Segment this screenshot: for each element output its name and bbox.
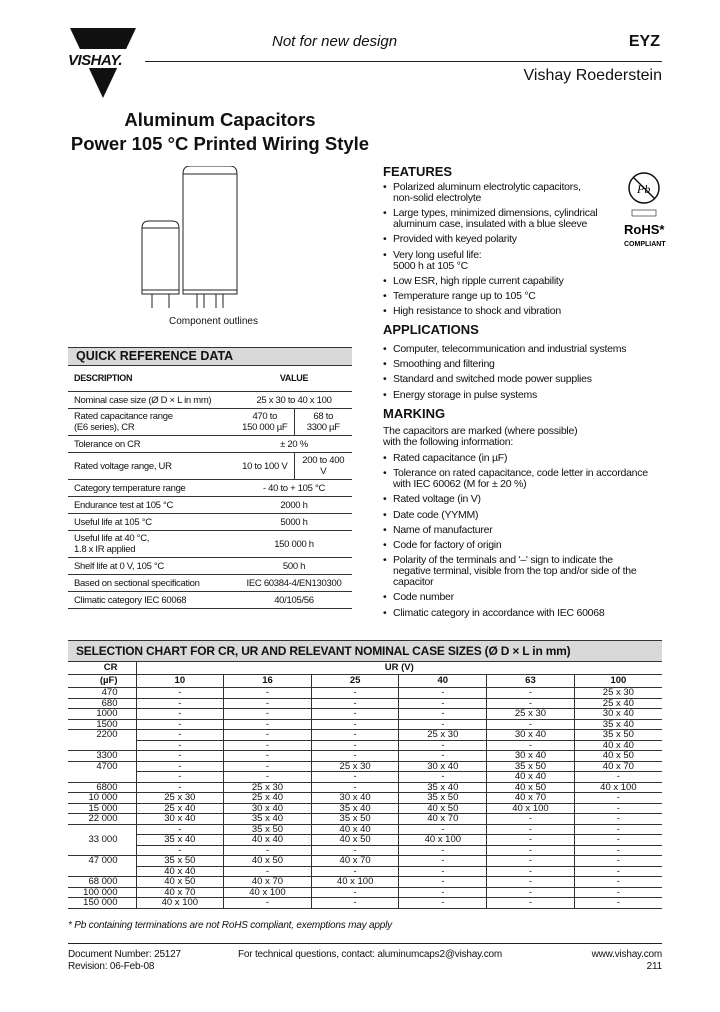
case-size-cell: - — [574, 898, 662, 909]
case-size-cell: - — [311, 887, 399, 898]
case-size-cell: - — [136, 688, 224, 699]
case-size-cell: 40 x 100 — [574, 782, 662, 793]
capacitance-value: 10 000 — [68, 793, 136, 804]
rohs-compliant-icon — [622, 168, 668, 248]
quick-ref-desc: Useful life at 105 °C — [68, 514, 236, 531]
case-size-cell: - — [399, 824, 487, 835]
capacitance-value: 15 000 — [68, 803, 136, 814]
case-size-cell: - — [311, 688, 399, 699]
case-size-cell: 40 x 70 — [224, 877, 312, 888]
case-size-cell: - — [224, 772, 312, 783]
status-note: Not for new design — [272, 33, 398, 50]
case-size-cell: 35 x 40 — [311, 803, 399, 814]
application-item: • Energy storage in pulse systems — [383, 390, 673, 401]
case-size-cell: - — [574, 772, 662, 783]
application-item: • Computer, telecommunication and industrial systems — [383, 344, 673, 355]
quick-ref-value: 500 h — [236, 558, 352, 575]
quick-ref-desc: Rated capacitance range (E6 series), CR — [68, 409, 236, 436]
case-size-cell: - — [136, 730, 224, 741]
quick-ref-desc: Shelf life at 0 V, 105 °C — [68, 558, 236, 575]
cr-unit: (µF) — [68, 675, 136, 688]
case-size-cell: 40 x 100 — [136, 898, 224, 909]
chart-row — [68, 793, 662, 804]
chart-row — [68, 887, 662, 898]
case-size-cell: 30 x 40 — [487, 730, 575, 741]
capacitance-value — [68, 845, 136, 856]
revision: Revision: 06-Feb-08 — [68, 961, 155, 972]
marking-item: • Polarity of the terminals and '–' sign to indicate the negative terminal, visible from the top and/or side of the capacitor — [383, 555, 673, 588]
marking-item: • Rated voltage (in V) — [383, 494, 673, 505]
chart-row — [68, 709, 662, 720]
case-size-cell: - — [399, 688, 487, 699]
chart-row — [68, 751, 662, 762]
applications-heading: APPLICATIONS — [383, 322, 479, 337]
brand-name: Vishay Roederstein — [523, 67, 662, 84]
case-size-cell: - — [136, 740, 224, 751]
capacitance-value — [68, 740, 136, 751]
case-size-cell: - — [224, 751, 312, 762]
feature-item: • Low ESR, high ripple current capability — [383, 276, 643, 287]
page-title — [60, 108, 380, 156]
quick-ref-title-row — [68, 348, 352, 366]
capacitance-value: 100 000 — [68, 887, 136, 898]
ur-head: UR (V) — [136, 662, 662, 675]
case-size-cell: 30 x 40 — [224, 803, 312, 814]
case-size-cell: - — [487, 856, 575, 867]
rohs-label: RoHS* — [624, 222, 665, 237]
case-size-cell: 40 x 70 — [136, 887, 224, 898]
case-size-cell: - — [311, 866, 399, 877]
case-size-cell: - — [136, 772, 224, 783]
case-size-cell: 40 x 40 — [311, 824, 399, 835]
case-size-cell: - — [399, 898, 487, 909]
quick-ref-desc: Endurance test at 105 °C — [68, 497, 236, 514]
case-size-cell: - — [574, 793, 662, 804]
selection-chart-table — [68, 662, 662, 909]
header-divider — [145, 61, 662, 62]
case-size-cell: - — [399, 740, 487, 751]
capacitance-value: 680 — [68, 698, 136, 709]
case-size-cell: - — [224, 866, 312, 877]
case-size-cell: - — [224, 719, 312, 730]
case-size-cell: - — [487, 877, 575, 888]
case-size-cell: 25 x 40 — [574, 698, 662, 709]
quick-ref-value-high-voltage: 200 to 400 V — [294, 453, 352, 480]
chart-row — [68, 688, 662, 699]
case-size-cell: 40 x 70 — [487, 793, 575, 804]
case-size-cell: - — [224, 730, 312, 741]
quick-ref-value-high-voltage: 68 to 3300 µF — [294, 409, 352, 436]
case-size-cell: - — [224, 845, 312, 856]
case-size-cell: - — [224, 898, 312, 909]
case-size-cell: - — [224, 761, 312, 772]
case-size-cell: - — [487, 835, 575, 846]
voltage-40: 40 — [399, 675, 487, 688]
title-line-1: Aluminum Capacitors — [124, 109, 316, 130]
case-size-cell: 25 x 30 — [224, 782, 312, 793]
chart-row — [68, 740, 662, 751]
quick-ref-title: QUICK REFERENCE DATA — [68, 348, 352, 366]
figure-caption: Component outlines — [169, 316, 258, 327]
chart-row — [68, 814, 662, 825]
case-size-cell: 40 x 40 — [574, 740, 662, 751]
case-size-cell: 25 x 30 — [311, 761, 399, 772]
case-size-cell: 35 x 40 — [136, 835, 224, 846]
case-size-cell: 30 x 40 — [311, 793, 399, 804]
chart-row — [68, 772, 662, 783]
feature-item: • Temperature range up to 105 °C — [383, 291, 643, 302]
case-size-cell: - — [136, 845, 224, 856]
rohs-sub: COMPLIANT — [624, 241, 666, 248]
title-line-2: Power 105 °C Printed Wiring Style — [70, 133, 370, 154]
quick-ref-desc: Based on sectional specification — [68, 575, 236, 592]
case-size-cell: 25 x 30 — [136, 793, 224, 804]
capacitance-value: 47 000 — [88, 855, 118, 867]
case-size-cell: - — [399, 877, 487, 888]
chart-row — [68, 782, 662, 793]
marking-item: • Rated capacitance (in µF) — [383, 453, 673, 464]
case-size-cell: 40 x 50 — [224, 856, 312, 867]
marking-intro: The capacitors are marked (where possible) with the following information: — [383, 425, 578, 448]
case-size-cell: - — [574, 887, 662, 898]
selection-chart-title — [68, 640, 662, 662]
cr-head: CR — [68, 662, 136, 675]
feature-item: • Very long useful life: 5000 h at 105 °C — [383, 250, 643, 272]
chart-row — [68, 730, 662, 741]
footer-right — [592, 949, 662, 973]
marking-item: • Code for factory of origin — [383, 540, 673, 551]
case-size-cell: - — [136, 698, 224, 709]
case-size-cell: 30 x 40 — [136, 814, 224, 825]
case-size-cell: - — [487, 898, 575, 909]
capacitance-value: 6800 — [68, 782, 136, 793]
case-size-cell: 40 x 50 — [136, 877, 224, 888]
footer-divider — [68, 943, 662, 944]
selection-chart-title-text: SELECTION CHART FOR CR, UR AND RELEVANT NOMINAL CASE SIZES (Ø D × L in mm) — [76, 644, 571, 658]
quick-ref-row — [68, 436, 352, 453]
case-size-cell: - — [311, 730, 399, 741]
case-size-cell: - — [399, 751, 487, 762]
case-size-cell: 40 x 70 — [311, 856, 399, 867]
quick-ref-value: 5000 h — [236, 514, 352, 531]
case-size-cell: - — [399, 719, 487, 730]
quick-ref-value: IEC 60384-4/EN130300 — [236, 575, 352, 592]
case-size-cell: - — [311, 709, 399, 720]
case-size-cell: - — [136, 709, 224, 720]
case-size-cell: - — [224, 709, 312, 720]
capacitance-value: 4700 — [96, 760, 118, 772]
case-size-cell: - — [311, 898, 399, 909]
quick-ref-row — [68, 592, 352, 609]
case-size-cell: 25 x 40 — [224, 793, 312, 804]
case-size-cell: 25 x 30 — [574, 688, 662, 699]
chart-row — [68, 719, 662, 730]
quick-ref-columns — [68, 366, 352, 392]
quick-ref-row — [68, 409, 352, 436]
chart-row — [68, 835, 662, 846]
case-size-cell: - — [574, 877, 662, 888]
chart-row — [68, 898, 662, 909]
quick-reference-table — [68, 347, 352, 609]
chart-head-row — [68, 662, 662, 675]
quick-ref-value: - 40 to + 105 °C — [236, 480, 352, 497]
voltage-25: 25 — [311, 675, 399, 688]
chart-row — [68, 698, 662, 709]
case-size-cell: - — [311, 772, 399, 783]
case-size-cell: - — [399, 845, 487, 856]
case-size-cell: - — [311, 845, 399, 856]
quick-ref-value: 40/105/56 — [236, 592, 352, 609]
case-size-cell: 35 x 50 — [399, 793, 487, 804]
quick-ref-row — [68, 531, 352, 558]
case-size-cell: - — [487, 824, 575, 835]
case-size-cell: - — [487, 719, 575, 730]
capacitance-value: 1500 — [68, 719, 136, 730]
quick-ref-value-low-voltage: 10 to 100 V — [236, 453, 294, 480]
footnote: * Pb containing terminations are not RoHS compliant, exemptions may apply — [68, 920, 392, 931]
case-size-cell: 30 x 40 — [574, 709, 662, 720]
website-link[interactable]: www.vishay.com — [591, 949, 662, 960]
marking-heading: MARKING — [383, 406, 446, 421]
quick-ref-desc: Useful life at 40 °C, 1.8 x IR applied — [68, 531, 236, 558]
case-size-cell: - — [311, 751, 399, 762]
case-size-cell: - — [311, 740, 399, 751]
quick-ref-value: 25 x 30 to 40 x 100 — [236, 392, 352, 409]
case-size-cell: - — [574, 835, 662, 846]
voltage-63: 63 — [487, 675, 575, 688]
case-size-cell: 40 x 50 — [574, 751, 662, 762]
case-size-cell: - — [136, 719, 224, 730]
chart-row — [68, 824, 662, 835]
technical-contact: For technical questions, contact: aluminumcaps2@vishay.com — [238, 949, 503, 960]
quick-ref-row — [68, 514, 352, 531]
quick-ref-desc: Climatic category IEC 60068 — [68, 592, 236, 609]
case-size-cell: 40 x 70 — [399, 814, 487, 825]
feature-item: • Large types, minimized dimensions, cylindrical aluminum case, insulated with a blue sleeve — [383, 208, 643, 230]
rohs-pb-text: Pb — [637, 182, 651, 196]
chart-row — [68, 845, 662, 856]
case-size-cell: - — [574, 814, 662, 825]
document-number: Document Number: 25127 — [68, 949, 181, 960]
case-size-cell: 35 x 40 — [399, 782, 487, 793]
case-size-cell: - — [574, 856, 662, 867]
case-size-cell: - — [487, 866, 575, 877]
quick-ref-desc: Rated voltage range, UR — [68, 453, 236, 480]
case-size-cell: - — [574, 803, 662, 814]
quick-ref-row — [68, 497, 352, 514]
case-size-cell: - — [311, 782, 399, 793]
quick-ref-row — [68, 392, 352, 409]
marking-item: • Code number — [383, 592, 673, 603]
case-size-cell: - — [311, 698, 399, 709]
page-number: 211 — [646, 961, 662, 972]
case-size-cell: - — [574, 845, 662, 856]
chart-voltage-row — [68, 675, 662, 688]
chart-row — [68, 761, 662, 772]
case-size-cell: 35 x 50 — [224, 824, 312, 835]
case-size-cell: 40 x 100 — [487, 803, 575, 814]
case-size-cell: - — [574, 866, 662, 877]
case-size-cell: - — [399, 866, 487, 877]
case-size-cell: 35 x 40 — [224, 814, 312, 825]
feature-item: • Provided with keyed polarity — [383, 234, 643, 245]
voltage-16: 16 — [224, 675, 312, 688]
case-size-cell: 35 x 50 — [136, 856, 224, 867]
quick-ref-desc: Nominal case size (Ø D × L in mm) — [68, 392, 236, 409]
case-size-cell: - — [487, 845, 575, 856]
chart-row — [68, 866, 662, 877]
case-size-cell: - — [487, 698, 575, 709]
case-size-cell: 25 x 40 — [136, 803, 224, 814]
capacitance-value: 22 000 — [68, 814, 136, 825]
case-size-cell: 35 x 50 — [487, 761, 575, 772]
case-size-cell: 40 x 40 — [224, 835, 312, 846]
quick-ref-value: ± 20 % — [236, 436, 352, 453]
case-size-cell: - — [311, 719, 399, 730]
case-size-cell: 40 x 100 — [311, 877, 399, 888]
capacitance-value — [68, 772, 136, 783]
case-size-cell: - — [487, 887, 575, 898]
capacitance-value: 470 — [68, 688, 136, 699]
case-size-cell: 40 x 100 — [224, 887, 312, 898]
col-value: VALUE — [236, 366, 352, 392]
quick-ref-row — [68, 480, 352, 497]
features-list — [383, 182, 643, 321]
marking-item: • Climatic category in accordance with IEC 60068 — [383, 608, 673, 619]
case-size-cell: 40 x 70 — [574, 761, 662, 772]
case-size-cell: - — [399, 772, 487, 783]
capacitance-value: 150 000 — [68, 898, 136, 909]
case-size-cell: - — [487, 740, 575, 751]
case-size-cell: 40 x 50 — [399, 803, 487, 814]
application-item: • Smoothing and filtering — [383, 359, 673, 370]
case-size-cell: 35 x 50 — [574, 730, 662, 741]
capacitance-value: 2200 — [96, 729, 118, 741]
case-size-cell: - — [487, 814, 575, 825]
case-size-cell: 30 x 40 — [487, 751, 575, 762]
component-outline-drawing — [140, 166, 240, 316]
marking-item: • Name of manufacturer — [383, 525, 673, 536]
case-size-cell: - — [224, 740, 312, 751]
quick-ref-value: 2000 h — [236, 497, 352, 514]
col-description: DESCRIPTION — [68, 366, 236, 392]
capacitance-value: 1000 — [68, 709, 136, 720]
product-code: EYZ — [628, 33, 660, 50]
marking-item: • Date code (YYMM) — [383, 510, 673, 521]
case-size-cell: - — [224, 688, 312, 699]
marking-item: • Tolerance on rated capacitance, code letter in accordance with IEC 60062 (M for ± 20 %) — [383, 468, 673, 490]
chart-row — [68, 803, 662, 814]
capacitance-value — [68, 824, 136, 835]
capacitance-value: 33 000 — [88, 834, 118, 845]
case-size-cell: - — [136, 824, 224, 835]
case-size-cell: 40 x 100 — [399, 835, 487, 846]
case-size-cell: 35 x 40 — [574, 719, 662, 730]
quick-ref-row — [68, 453, 352, 480]
capacitance-value: 68 000 — [68, 877, 136, 888]
case-size-cell: - — [399, 698, 487, 709]
case-size-cell: 25 x 30 — [487, 709, 575, 720]
case-size-cell: - — [399, 856, 487, 867]
chart-row — [68, 856, 662, 867]
quick-ref-row — [68, 558, 352, 575]
feature-item: • Polarized aluminum electrolytic capacitors, non-solid electrolyte — [383, 182, 643, 204]
case-size-cell: - — [574, 824, 662, 835]
case-size-cell: 40 x 40 — [136, 866, 224, 877]
quick-ref-desc: Category temperature range — [68, 480, 236, 497]
case-size-cell: - — [136, 761, 224, 772]
capacitance-value: 3300 — [68, 751, 136, 762]
marking-list — [383, 453, 673, 623]
quick-ref-desc: Tolerance on CR — [68, 436, 236, 453]
voltage-100: 100 — [574, 675, 662, 688]
case-size-cell: 40 x 50 — [311, 835, 399, 846]
case-size-cell: 30 x 40 — [399, 761, 487, 772]
features-heading: FEATURES — [383, 164, 453, 179]
feature-item: • High resistance to shock and vibration — [383, 306, 643, 317]
quick-ref-value: 150 000 h — [236, 531, 352, 558]
document-info — [68, 949, 181, 973]
case-size-cell: - — [136, 782, 224, 793]
case-size-cell: - — [399, 709, 487, 720]
case-size-cell: 40 x 50 — [487, 782, 575, 793]
case-size-cell: 25 x 30 — [399, 730, 487, 741]
applications-list — [383, 344, 673, 405]
voltage-10: 10 — [136, 675, 224, 688]
quick-ref-row — [68, 575, 352, 592]
application-item: • Standard and switched mode power supplies — [383, 374, 673, 385]
capacitance-value — [68, 866, 136, 877]
case-size-cell: - — [136, 751, 224, 762]
case-size-cell: 40 x 40 — [487, 772, 575, 783]
chart-row — [68, 877, 662, 888]
case-size-cell: - — [224, 698, 312, 709]
case-size-cell: 35 x 50 — [311, 814, 399, 825]
case-size-cell: - — [399, 887, 487, 898]
case-size-cell: - — [487, 688, 575, 699]
quick-ref-value-low-voltage: 470 to 150 000 µF — [236, 409, 294, 436]
logo-text: VISHAY. — [68, 52, 123, 69]
